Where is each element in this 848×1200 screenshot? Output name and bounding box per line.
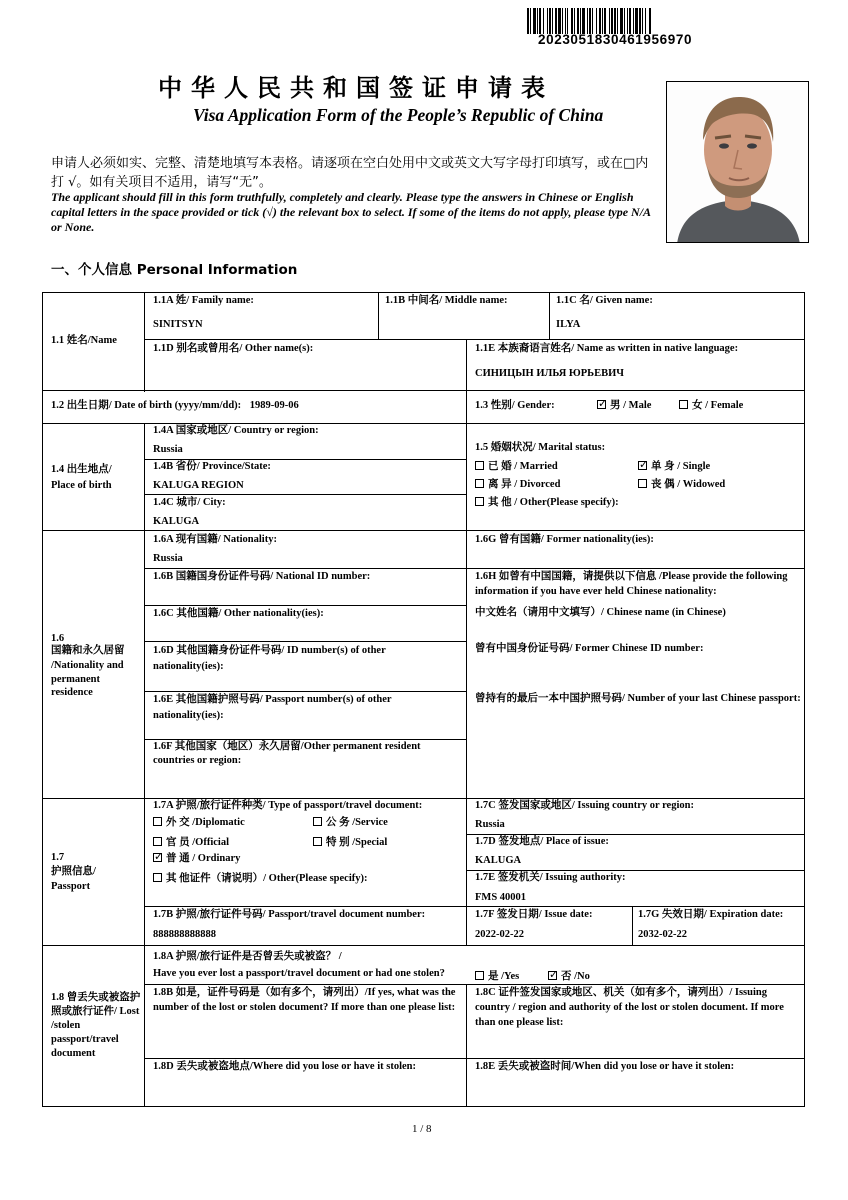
lost-no-text: 否 /No <box>561 971 590 982</box>
native-name-value[interactable]: СИНИЦЫН ИЛЬЯ ЮРЬЕВИЧ <box>475 368 624 379</box>
lost-time-label: 1.8E 丢失或被盗时间/When did you lose or have it stolen: <box>475 1061 735 1072</box>
passport-service-option[interactable] <box>313 815 388 830</box>
grid-line <box>42 530 805 531</box>
passport-label-num: 1.7 <box>51 852 65 863</box>
nationality-label: 1.6A 现有国籍/ Nationality: <box>153 534 277 545</box>
marital-widowed-text: 丧 偶 / Widowed <box>651 479 726 490</box>
other-nationality-passport-label: 1.6E 其他国籍护照号码/ Passport number(s) of other nationality(ies): <box>153 694 392 721</box>
checkbox-icon[interactable] <box>679 400 688 409</box>
issue-date-value[interactable]: 2022-02-22 <box>475 929 524 940</box>
passport-other-text: 其 他证件（请说明）/ Other(Please specify): <box>166 873 368 884</box>
marital-other-text: 其 他 / Other(Please specify): <box>488 497 619 508</box>
middle-name-label: 1.1B 中间名/ Middle name: <box>385 295 508 306</box>
issuing-country-value[interactable]: Russia <box>475 819 505 830</box>
checkbox-checked-icon[interactable] <box>548 971 557 980</box>
checkbox-icon[interactable] <box>313 817 322 826</box>
nationality-label-en: /Nationality and permanent residence <box>51 660 124 698</box>
birthplace-label-cn: 1.4 出生地点/ <box>51 464 112 475</box>
marital-divorced-option[interactable] <box>475 477 560 492</box>
permanent-residence-label: 1.6F 其他国家（地区）永久居留/Other permanent resident countries or region: <box>153 741 421 766</box>
barcode-number: 20230518304619569​70 <box>538 32 693 47</box>
applicant-photo <box>666 81 809 243</box>
birth-country-value[interactable]: Russia <box>153 444 183 455</box>
issuing-country-label: 1.7C 签发国家或地区/ Issuing country or region: <box>475 800 694 811</box>
passport-number-value[interactable]: 888888888888 <box>153 929 216 940</box>
birth-province-label: 1.4B 省份/ Province/State: <box>153 461 271 472</box>
other-nationality-label: 1.6C 其他国籍/ Other nationality(ies): <box>153 608 324 619</box>
checkbox-icon[interactable] <box>153 873 162 882</box>
lost-document-issuer-label: 1.8C 证件签发国家或地区、机关（如有多个，请列出）/ Issuing country / region and authority of the lost or stolen document. If more than one please list: <box>475 987 784 1028</box>
former-nationality-label: 1.6G 曾有国籍/ Former nationality(ies): <box>475 534 654 545</box>
nationality-value[interactable]: Russia <box>153 553 183 564</box>
instructions-chinese: 申请人必须如实、完整、清楚地填写本表格。请逐项在空白处用中文或英文大写字母打印填写，或在□内打 √。如有关项目不适用，请写“无”。 <box>51 156 649 190</box>
grid-line <box>42 945 805 946</box>
former-chinese-info-label: 1.6H 如曾有中国国籍，请提供以下信息 /Please provide the following information if you have ever held Chinese nationality: <box>475 571 788 597</box>
checkbox-checked-icon[interactable] <box>638 461 647 470</box>
issue-place-value[interactable]: KALUGA <box>475 855 522 866</box>
passport-ordinary-text: 普 通 / Ordinary <box>166 853 241 864</box>
other-names-label: 1.1D 别名或曾用名/ Other name(s): <box>153 343 314 354</box>
gender-male-option[interactable] <box>597 398 651 413</box>
grid-line <box>42 390 805 391</box>
expiration-date-label: 1.7G 失效日期/ Expiration date: <box>638 909 784 920</box>
birthplace-label-en: Place of birth <box>51 480 112 491</box>
other-nationality-id-label: 1.6D 其他国籍身份证件号码/ ID number(s) of other nationality(ies): <box>153 645 386 672</box>
barcode <box>527 8 755 34</box>
passport-label-en: Passport <box>51 881 91 892</box>
lost-question-en: Have you ever lost a passport/travel document or had one stolen? <box>153 968 445 979</box>
lost-passport-label: 1.8 曾丢失或被盗护照或旅行证件/ Lost /stolen passport/travel document <box>51 992 141 1059</box>
grid-line <box>144 292 145 392</box>
grid-line <box>378 292 379 339</box>
expiration-date-value[interactable]: 2032-02-22 <box>638 929 687 940</box>
passport-official-option[interactable] <box>153 835 229 850</box>
page-number: 1 / 8 <box>412 1123 432 1135</box>
last-chinese-passport-label: 曾持有的最后一本中国护照号码/ Number of your last Chinese passport: <box>475 693 801 704</box>
grid-line <box>549 292 550 339</box>
marital-single-option[interactable] <box>638 459 710 474</box>
gender-male-text: 男 / Male <box>610 400 652 411</box>
issue-place-label: 1.7D 签发地点/ Place of issue: <box>475 836 609 847</box>
grid-line <box>466 339 467 423</box>
family-name-value[interactable]: SINITSYN <box>153 319 203 330</box>
passport-number-label: 1.7B 护照/旅行证件号码/ Passport/travel document number: <box>153 909 426 920</box>
former-chinese-id-label: 曾有中国身份证号码/ Former Chinese ID number: <box>475 643 704 654</box>
issue-date-label: 1.7F 签发日期/ Issue date: <box>475 909 593 920</box>
passport-special-option[interactable] <box>313 835 387 850</box>
marital-divorced-text: 离 异 / Divorced <box>488 479 561 490</box>
checkbox-icon[interactable] <box>475 497 484 506</box>
grid-line <box>466 423 467 945</box>
dob-value[interactable]: 1989-09-06 <box>249 400 299 411</box>
marital-married-text: 已 婚 / Married <box>488 461 558 472</box>
passport-diplomatic-text: 外 交 /Diplomatic <box>166 817 245 828</box>
passport-official-text: 官 员 /Official <box>166 837 229 848</box>
chinese-name-label: 中文姓名（请用中文填写）/ Chinese name (in Chinese) <box>475 607 726 618</box>
lost-document-number-label: 1.8B 如是，证件号码是（如有多个，请列出）/If yes, what was the number of the lost or stolen document? If more than one please list: <box>153 987 456 1013</box>
grid-line <box>632 906 633 945</box>
birth-city-value[interactable]: KALUGA <box>153 516 200 527</box>
section-title: 一、个人信息 Personal Information <box>51 262 298 278</box>
form-title-chinese: 中华人民共和国签证申请表 <box>158 74 554 102</box>
checkbox-checked-icon[interactable] <box>597 400 606 409</box>
instructions-english: The applicant should fill in this form truthfully, completely and clearly. Please type the answers in Chinese or English capital letters in the space provided or tick (√) the relevant box to select. If some of the items do not apply, please type N/A or None. <box>51 190 651 234</box>
lost-no-option[interactable] <box>548 969 590 984</box>
passport-other-option[interactable] <box>153 871 368 886</box>
marital-widowed-option[interactable] <box>638 477 725 492</box>
marital-married-option[interactable] <box>475 459 558 474</box>
dob-label <box>51 398 299 413</box>
marital-single-text: 单 身 / Single <box>651 461 711 472</box>
form-title-english: Visa Application Form of the People’s Republic of China <box>193 105 604 125</box>
marital-other-option[interactable] <box>475 495 619 510</box>
birth-city-label: 1.4C 城市/ City: <box>153 497 226 508</box>
passport-special-text: 特 别 /Special <box>326 837 388 848</box>
grid-line <box>144 641 466 642</box>
family-name-label: 1.1A 姓/ Family name: <box>153 295 254 306</box>
passport-service-text: 公 务 /Service <box>326 817 388 828</box>
marital-status-label: 1.5 婚姻状况/ Marital status: <box>475 442 606 453</box>
grid-line <box>144 423 145 1107</box>
nationality-label-num: 1.6 <box>51 633 65 644</box>
checkbox-icon[interactable] <box>153 817 162 826</box>
checkbox-icon[interactable] <box>475 971 484 980</box>
checkbox-checked-icon[interactable] <box>153 853 162 862</box>
birth-country-label: 1.4A 国家或地区/ Country or region: <box>153 425 319 436</box>
gender-female-option[interactable] <box>679 398 743 413</box>
lost-question-cn: 1.8A 护照/旅行证件是否曾丢失或被盗？ / <box>153 951 342 962</box>
lost-place-label: 1.8D 丢失或被盗地点/Where did you lose or have it stolen: <box>153 1061 416 1072</box>
given-name-value[interactable]: ILYA <box>556 319 581 330</box>
checkbox-icon[interactable] <box>638 479 647 488</box>
issuing-authority-value[interactable]: FMS 40001 <box>475 892 527 903</box>
grid-line <box>466 984 467 1107</box>
barcode-bar <box>649 8 651 34</box>
passport-ordinary-option[interactable] <box>153 851 240 866</box>
lost-yes-option[interactable] <box>475 969 519 984</box>
national-id-label: 1.6B 国籍国身份证件号码/ National ID number: <box>153 571 371 582</box>
birth-province-value[interactable]: KALUGA REGION <box>153 480 244 491</box>
checkbox-icon[interactable] <box>475 479 484 488</box>
native-name-label: 1.1E 本族裔语言姓名/ Name as written in native language: <box>475 343 739 354</box>
lost-yes-text: 是 /Yes <box>488 971 520 982</box>
gender-female-text: 女 / Female <box>692 400 744 411</box>
passport-type-label: 1.7A 护照/旅行证件种类/ Type of passport/travel document: <box>153 800 423 811</box>
gender-label: 1.3 性别/ Gender: <box>475 400 555 411</box>
grid-line <box>144 339 805 340</box>
passport-diplomatic-option[interactable] <box>153 815 245 830</box>
checkbox-icon[interactable] <box>153 837 162 846</box>
checkbox-icon[interactable] <box>475 461 484 470</box>
passport-label-cn: 护照信息/ <box>51 866 96 877</box>
given-name-label: 1.1C 名/ Given name: <box>556 295 653 306</box>
dob-label-text: 1.2 出生日期/ Date of birth (yyyy/mm/dd): <box>51 400 242 411</box>
checkbox-icon[interactable] <box>313 837 322 846</box>
nationality-label-cn: 国籍和永久居留 <box>51 645 125 656</box>
issuing-authority-label: 1.7E 签发机关/ Issuing authority: <box>475 872 626 883</box>
name-label: 1.1 姓名/Name <box>51 335 117 346</box>
